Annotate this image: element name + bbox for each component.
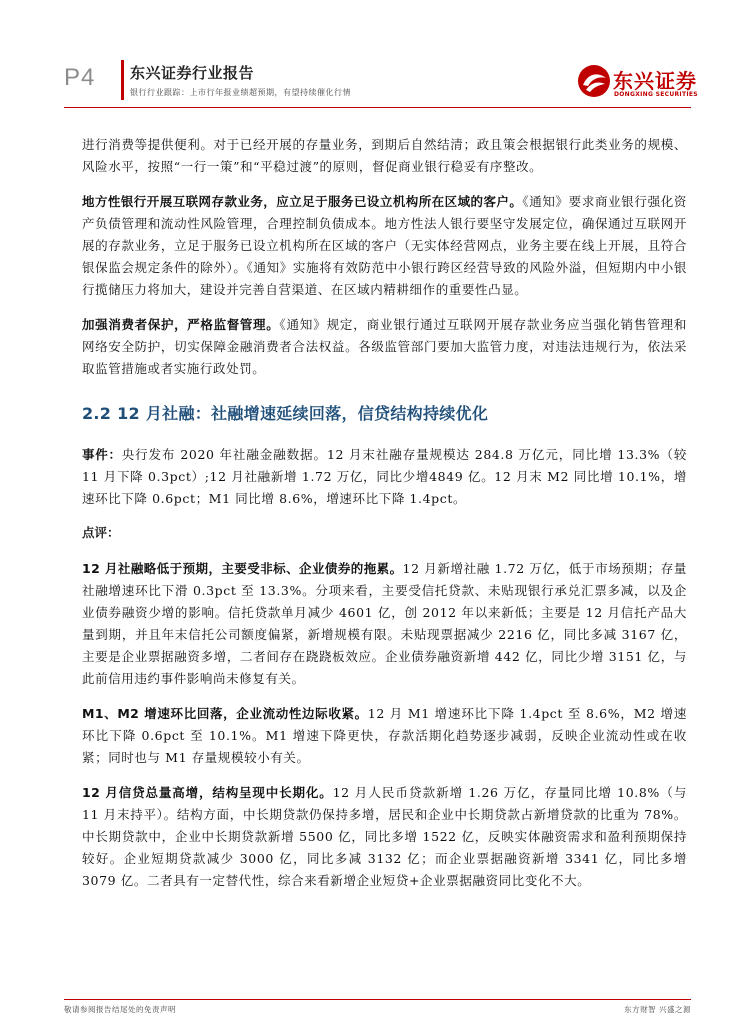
paragraph-text: 央行发布 2020 年社融金融数据。12 月末社融存量规模达 284.8 万亿元，同比增 13.3%（较 11 月下降 0.3pct）;12 月社融新增 1.72 万亿，同比少增4849 亿。12 月末 M2 同比增 10.1%，增速环比下降 0.6pct；M1 同比增 8.6%，增速环比下降 1.4pct。 xyxy=(82,447,687,506)
logo-emblem-icon xyxy=(577,64,611,98)
paragraph-text: 12 月新增社融 1.72 万亿，低于市场预期；存量社融增速环比下滑 0.3pct 至 13.3%。分项来看，主要受信托贷款、未贴现银行承兑汇票多减，以及企业债券融资少增的影响。信托贷款单月减少 4601 亿，创 2012 年以来新低；主要是 12 月信托产品大量到期，并且年末信托公司额度偏紧，新增规模有限。未贴现票据减少 2216 亿，同比多减 3167 亿，主要是企业票据融资多增，二者间存在跷跷板效应。企业债券融资新增 442 亿，同比少增 3151 亿，与此前信用违约事件影响尚未修复有关。 xyxy=(82,561,687,686)
paragraph-text: 《通知》要求商业银行强化资产负债管理和流动性风险管理，合理控制负债成本。地方性法人银行要坚守发展定位，确保通过互联网开展的存款业务，立足于服务已设立机构所在区域的客户（无实体经营网点，业务主要在线上开展，且符合银保监会规定条件的除外）。《通知》实施将有效防范中小银行跨区经营导致的风险外溢，但短期内中小银行揽储压力将加大，建设并完善自营渠道、在区域内精耕细作的重要性凸显。 xyxy=(82,194,687,297)
paragraph-lead: 事件： xyxy=(82,447,122,462)
paragraph-event xyxy=(82,444,687,510)
paragraph-social-financing xyxy=(82,558,687,690)
logo-english-text: DONGXING SECURITIES xyxy=(614,91,698,98)
logo-text: 东兴证券 xyxy=(613,69,697,93)
section-heading: 2.2 12 月社融：社融增速延续回落，信贷结构持续优化 xyxy=(82,404,489,423)
header-divider xyxy=(64,107,691,108)
paragraph-lead: M1、M2 增速环比回落，企业流动性边际收紧。 xyxy=(82,706,368,721)
paragraph-lead: 加强消费者保护，严格监督管理。 xyxy=(82,317,280,332)
paragraph-lead: 地方性银行开展互联网存款业务，应立足于服务已设立机构所在区域的客户。 xyxy=(82,194,523,209)
page-header xyxy=(0,58,755,106)
paragraph-text: 《通知》规定，商业银行通过互联网开展存款业务应当强化销售管理和网络安全防护，切实保障金融消费者合法权益。各级监管部门要加大监管力度，对违法违规行为，依法采取监管措施或者实施行政处罚。 xyxy=(82,317,687,376)
header-accent-bar xyxy=(121,60,124,100)
footer-divider xyxy=(64,999,691,1000)
report-subtitle: 银行行业跟踪：上市行年报业绩超预期，有望持续催化行情 xyxy=(130,88,351,97)
report-body xyxy=(82,134,687,905)
page-number: P4 xyxy=(64,64,96,91)
paragraph-text: 12 月人民币贷款新增 1.26 万亿，存量同比增 10.8%（与 11 月末持平）。结构方面，中长期贷款仍保持多增，居民和企业中长期贷款占新增贷款的比重为 78%。中长期贷款中，企业中长期贷款新增 5500 亿，同比多增 1522 亿，反映实体融资需求和盈利预期保持较好。企业短期贷款减少 3000 亿，同比多减 3132 亿；而企业票据融资新增 3341 亿，同比多增 3079 亿。二者具有一定替代性，综合来看新增企业短贷+企业票据融资同比变化不大。 xyxy=(82,785,687,888)
comment-label: 点评： xyxy=(82,525,120,540)
company-logo xyxy=(577,62,697,102)
paragraph-lead: 12 月信贷总量高增，结构呈现中长期化。 xyxy=(82,785,333,800)
paragraph-continued: 进行消费等提供便利。对于已经开展的存量业务，到期后自然结清；政且策会根据银行此类业务的规模、风险水平，按照“一行一策”和“平稳过渡”的原则，督促商业银行稳妥有序整改。 xyxy=(82,137,687,174)
footer-disclaimer: 敬请参阅报告结尾处的免责声明 xyxy=(64,1005,176,1014)
paragraph-regional-banks xyxy=(82,191,687,301)
paragraph-consumer-protection xyxy=(82,314,687,380)
footer-slogan: 东方财智 兴盛之源 xyxy=(624,1005,691,1014)
paragraph-text: 12 月 M1 增速环比下降 1.4pct 至 8.6%，M2 增速环比下降 0.6pct 至 10.1%。M1 增速下降更快，存款活期化趋势逐步减弱，反映企业流动性或在收紧；同时也与 M1 存量规模较小有关。 xyxy=(82,706,687,765)
paragraph-lead: 12 月社融略低于预期，主要受非标、企业债券的拖累。 xyxy=(82,561,403,576)
report-title: 东兴证券行业报告 xyxy=(130,64,255,82)
paragraph-money-supply xyxy=(82,703,687,769)
paragraph-credit-structure xyxy=(82,782,687,892)
